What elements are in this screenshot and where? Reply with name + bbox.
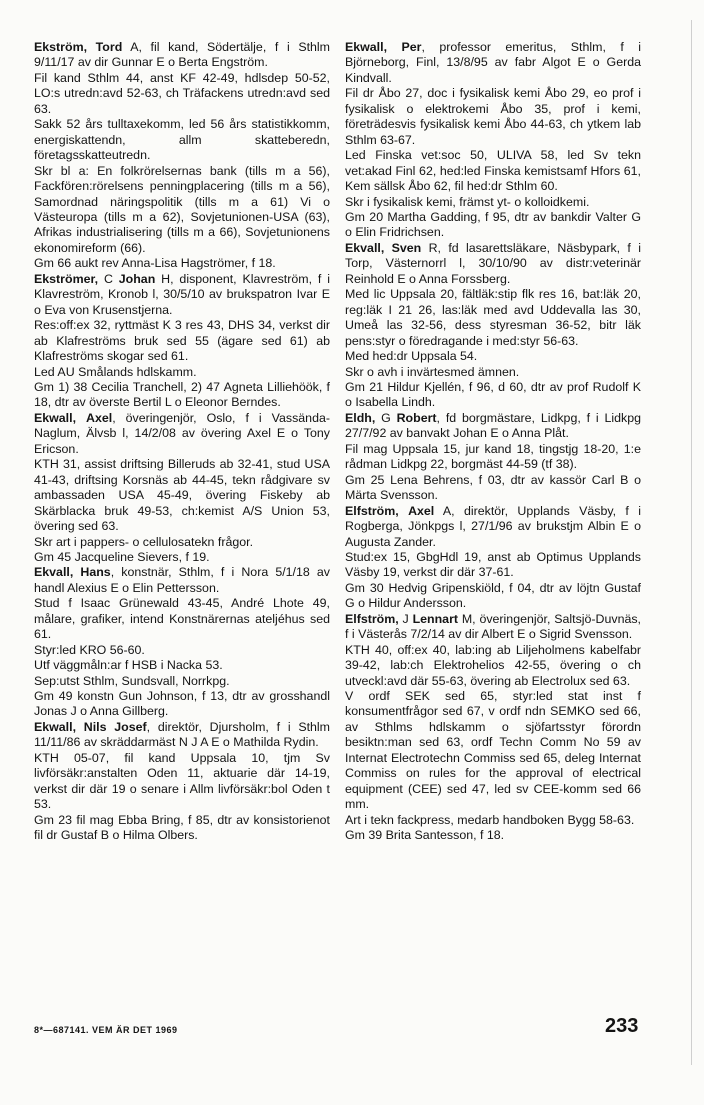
entry-given-name: Johan xyxy=(118,271,156,286)
entry-paragraph: Stud:ex 15, GbgHdl 19, anst ab Optimus Upplands Väsby 19, verkst dir där 37-61. xyxy=(345,549,641,580)
entry-paragraph: Sep:utst Sthlm, Sundsvall, Norrkpg. xyxy=(34,673,230,688)
entry-summary: H, disponent, Klavreström, f i Klavreström, Kronob l, 30/5/10 av brukspatron Ivar E o Eva von Krusenstjerna. xyxy=(34,271,330,317)
page-number: 233 xyxy=(605,1015,639,1037)
entry-paragraph: Gm 49 konstn Gun Johnson, f 13, dtr av grosshandl Jonas J o Anna Gillberg. xyxy=(34,689,330,719)
entry-paragraph: KTH 40, off:ex 40, lab:ing ab Liljeholmens kabelfabr 39-42, lab:ch Elektrohelios 42-55, övering o ch utveckl:avd där 55-63, övering ab Electrolux sed 63. xyxy=(345,642,641,688)
entry-surname: Ekström, xyxy=(34,40,88,54)
entry-paragraph: Med hed:dr Uppsala 54. xyxy=(345,349,478,364)
entry-paragraph: Gm 20 Martha Gadding, f 95, dtr av bankdir Valter G o Elin Fridrichsen. xyxy=(345,209,641,240)
entry-heading-line xyxy=(34,411,330,457)
entry-paragraph: Stud f Isaac Grünewald 43-45, André Lhote 49, målare, grafiker, intend Konstnärernas ateljéhus sed 61. xyxy=(34,596,330,642)
entry-summary: R, fd lasarettsläkare, Näsbypark, f i Torp, Västernorrl l, 30/10/90 av distr:veterinär Reinhold E o Anna Forssberg. xyxy=(345,240,641,286)
entry-paragraph: Gm 23 fil mag Ebba Bring, f 85, dtr av konsistorienot fil dr Gustaf B o Hilma Olbers. xyxy=(34,812,330,843)
entry-paragraph: Fil dr Åbo 27, doc i fysikalisk kemi Åbo 29, eo prof i fysikalisk o elektrokemi Åbo 35, prof i kemi, företrädesvis fysikalisk kemi Åbo 44-63, ch ytkem lab Sthlm 63-67. xyxy=(345,86,641,147)
entry-paragraph: Med lic Uppsala 20, fältläk:stip flk res 16, bat:läk 20, reg:läk I 21 26, las:läk med avd Uddevalla las 30, Umeå las 32-56, dess styresman 36-52, bitr läk pens:styr o föredragande i med:styr 56-63. xyxy=(345,287,641,348)
entry-paragraph: Gm 45 Jacqueline Sievers, f 19. xyxy=(34,549,210,564)
entry-given-name: Hans xyxy=(80,565,111,580)
entry-heading-line xyxy=(345,612,641,643)
entry-heading-line xyxy=(345,504,641,550)
printer-imprint: 8*—687141. VEM ÄR DET 1969 xyxy=(34,1025,178,1035)
entry-surname: Ekvall, xyxy=(345,240,385,255)
entry-paragraph: Skr art i pappers- o cellulosatekn frågor. xyxy=(34,534,254,549)
biography-entry xyxy=(34,411,330,566)
entry-paragraph: Gm 1) 38 Cecilia Tranchell, 2) 47 Agneta Lilliehöök, f 18, dtr av överste Bertil L o Eleonor Berndes. xyxy=(34,379,330,410)
entry-paragraph: Gm 25 Lena Behrens, f 03, dtr av kassör Carl B o Märta Svensson. xyxy=(345,472,641,503)
entry-paragraph: KTH 05-07, fil kand Uppsala 10, tjm Sv livförsäkr:anstalten Oden 11, aktuarie där 14-19, verkst dir där 19 o senare i Allm livförsäkr:bol Oden t 53. xyxy=(34,750,330,812)
entry-surname: Ekwall, xyxy=(345,40,388,54)
entry-paragraph: Skr o avh i invärtesmed ämnen. xyxy=(345,364,520,379)
entry-summary: , fd borgmästare, Lidkpg, f i Lidkpg 27/7/92 av banvakt Johan E o Anna Plåt. xyxy=(345,410,641,441)
entry-given-name: Axel xyxy=(86,410,113,425)
entry-heading-line xyxy=(34,40,330,71)
entry-surname: Elfström, xyxy=(345,611,399,626)
entry-summary: , konstnär, Sthlm, f i Nora 5/1/18 av handl Alexius E o Elin Pettersson. xyxy=(34,565,330,595)
right-column xyxy=(345,40,641,844)
entry-summary: M, överingenjör, Saltsjö-Duvnäs, f i Västerås 7/2/14 av dir Albert E o Sigrid Svensson. xyxy=(345,611,641,642)
entry-heading-line xyxy=(34,565,330,596)
entry-given-name: Sven xyxy=(391,240,422,255)
entry-paragraph: Art i tekn fackpress, medarb handboken Bygg 58-63. xyxy=(345,812,635,827)
entry-surname: Eldh, xyxy=(345,410,376,425)
entry-summary: , direktör, Djursholm, f i Sthlm 11/11/86 av skräddarmäst N J A E o Mathilda Rydin. xyxy=(34,719,331,750)
entry-paragraph: Led AU Smålands hdlskamm. xyxy=(34,364,197,379)
entry-given-name: Lennart xyxy=(412,611,459,626)
entry-given-name: Tord xyxy=(95,40,123,54)
biography-entry xyxy=(34,565,330,720)
entry-heading-line xyxy=(345,411,641,442)
biography-entry xyxy=(345,40,641,241)
biography-entry xyxy=(345,411,641,504)
entry-paragraph: Fil kand Sthlm 44, anst KF 42-49, hdlsdep 50-52, LO:s utredn:avd 52-63, ch Träfackens utredn:avd sed 63. xyxy=(34,70,330,116)
entry-heading-line xyxy=(34,272,330,318)
entry-surname: Elfström, xyxy=(345,503,399,518)
biography-entry xyxy=(345,504,641,612)
entry-heading-line xyxy=(345,241,641,287)
entry-surname: Ekvall, xyxy=(34,565,74,580)
entry-paragraph: Gm 21 Hildur Kjellén, f 96, d 60, dtr av prof Rudolf K o Isabella Lindh. xyxy=(345,379,641,410)
entry-paragraph: V ordf SEK sed 65, styr:led stat inst f konsumentfrågor sed 67, v ordf ndn SEMKO sed 66, av Sthlms hdlskamm o sjöfartsstyr förordn besiktn:man sed 63, ordf Techn Comm No 59 av Internat Electrotechn Commiss sed 65, deleg Internat Commiss on rules for the approval of electrical equipment (CEE) sed 47, led sv CEE-komm sed 66 mm. xyxy=(345,689,641,812)
entry-given-name: Axel xyxy=(408,503,435,518)
entry-given-name: Per xyxy=(401,40,422,54)
entry-paragraph: Res:off:ex 32, ryttmäst K 3 res 43, DHS 34, verkst dir ab Klafreströms bruk sed 55 (ägare sed 61) ab Klafreströms skogar sed 61. xyxy=(34,318,330,364)
entry-paragraph: Led Finska vet:soc 50, ULIVA 58, led Sv tekn vet:akad Finl 62, hed:led Finska kemistsamf Hfors 61, Kem sällsk Åbo 62, fil hed:dr Sthlm 60. xyxy=(345,148,641,194)
entry-paragraph: Fil mag Uppsala 15, jur kand 18, tingstjg 18-20, 1:e rådman Lidkpg 22, borgmäst 44-59 (tf 38). xyxy=(345,441,641,472)
entry-heading-line xyxy=(345,40,641,86)
entry-paragraph: Sakk 52 års tulltaxekomm, led 56 års statistikkomm, energiskattendn, allm skatteberedn, företagsskatteutredn. xyxy=(34,117,330,163)
entry-initial: G xyxy=(375,410,397,425)
entry-surname: Ekströmer, xyxy=(34,271,99,286)
entry-initial: C xyxy=(98,271,119,286)
entry-paragraph: Gm 39 Brita Santesson, f 18. xyxy=(345,828,505,843)
entry-heading-line xyxy=(34,720,330,751)
entry-given-name: Robert xyxy=(396,410,437,425)
biography-entry xyxy=(345,612,641,844)
entry-paragraph: Gm 66 aukt rev Anna-Lisa Hagströmer, f 18. xyxy=(34,256,276,271)
entry-summary: A, fil kand, Södertälje, f i Sthlm 9/11/17 av dir Gunnar E o Berta Engström. xyxy=(34,40,330,70)
biography-entry xyxy=(34,40,330,272)
entry-given-name: Nils Josef xyxy=(83,719,147,734)
entry-paragraph: Styr:led KRO 56-60. xyxy=(34,642,145,657)
entry-paragraph: KTH 31, assist driftsing Billeruds ab 32-41, stud USA 41-43, driftsing Korsnäs ab 44-45, tekn rådgivare sv ambassaden USA 45-49, övering Fiskeby ab Skärblacka bruk 49-53, ch:kemist A/S Union 53, övering sed 63. xyxy=(34,457,330,534)
entry-initial: J xyxy=(398,611,413,626)
entry-surname: Ekwall, xyxy=(34,719,77,734)
entry-surname: Ekwall, xyxy=(34,410,77,425)
entry-summary: A, direktör, Upplands Väsby, f i Rogberga, Jönkpgs l, 27/1/96 av brukstjm Albin E o Augusta Zander. xyxy=(345,503,641,549)
entry-paragraph: Skr bl a: En folkrörelsernas bank (tills m a 56), Fackfören:rörelsens penningplacering (tills m a 56), Samordnad näringspolitik (tills m a 61) Vi o Västeuropa (tills m a 62), Sovjetunionen-USA (63), Afrikas industrialisering (tills m a 66), Sovjetunionens ekonomireform (66). xyxy=(34,163,330,255)
biography-entry xyxy=(345,241,641,411)
left-column xyxy=(34,40,330,844)
biography-entry xyxy=(34,272,330,411)
entry-summary: , professor emeritus, Sthlm, f i Björneborg, Finl, 13/8/95 av fabr Algot E o Gerda Kindvall. xyxy=(345,40,641,85)
page-edge-rule xyxy=(691,20,692,1065)
entry-paragraph: Gm 30 Hedvig Gripenskiöld, f 04, dtr av löjtn Gustaf G o Hildur Andersson. xyxy=(345,580,641,611)
biography-entry xyxy=(34,720,330,844)
entry-paragraph: Skr i fysikalisk kemi, främst yt- o kolloidkemi. xyxy=(345,194,590,209)
entry-paragraph: Utf väggmåln:ar f HSB i Nacka 53. xyxy=(34,658,223,673)
entry-summary: , överingenjör, Oslo, f i Vassända-Naglum, Älvsb l, 14/2/08 av övering Axel E o Tony Ericson. xyxy=(34,410,330,456)
